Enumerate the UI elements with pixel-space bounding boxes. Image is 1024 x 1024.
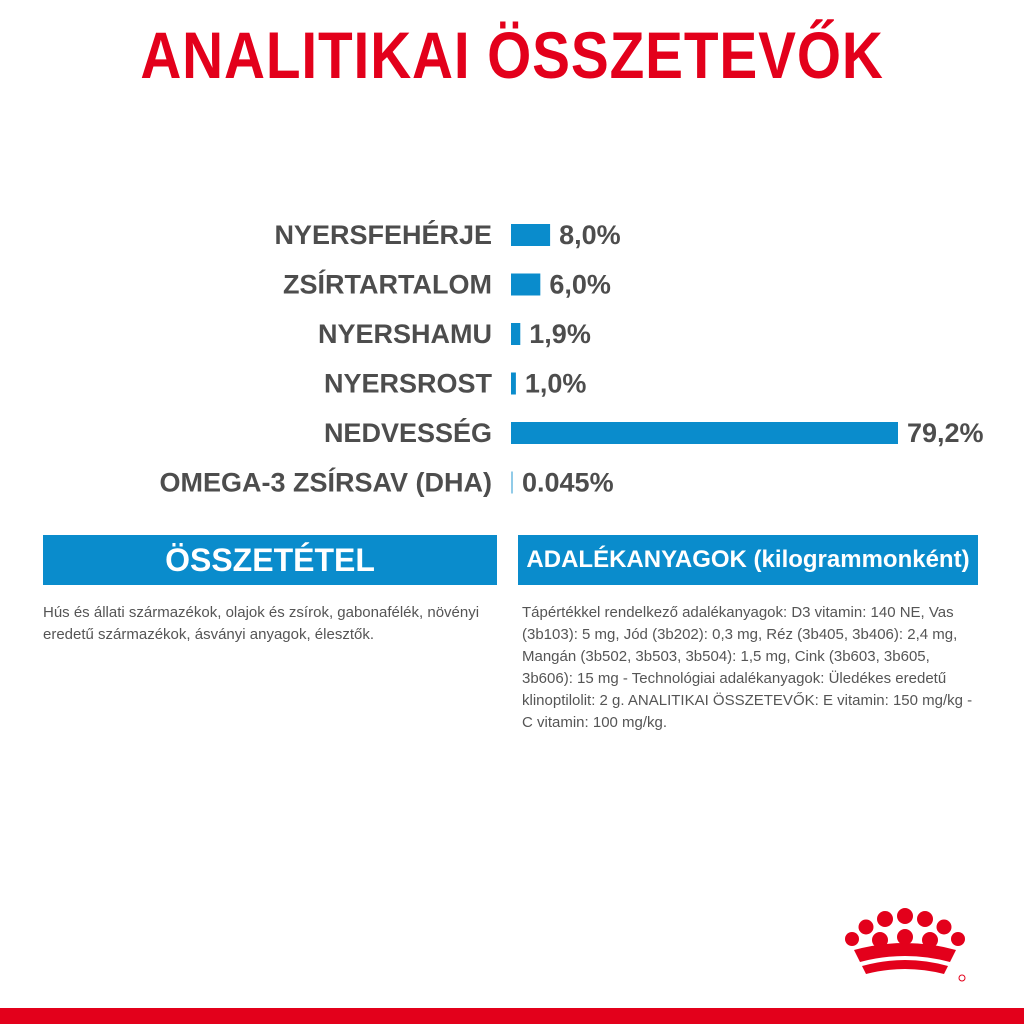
category-label: NYERSFEHÉRJE (274, 220, 492, 250)
composition-text: Hús és állati származékok, olajok és zsírok, gabonafélék, növényi eredetű származékok, ásványi anyagok, élesztők. (43, 604, 480, 643)
composition-header (43, 535, 497, 585)
bar (511, 274, 540, 296)
additives-header (518, 535, 978, 585)
bar (511, 472, 513, 494)
crown-logo-icon (840, 906, 970, 986)
value-label: 0.045% (522, 467, 614, 498)
category-label: NYERSROST (323, 368, 492, 399)
bar (511, 224, 550, 246)
composition-header-label: ÖSSZETÉTEL (165, 541, 375, 578)
bottom-brand-stripe (0, 1008, 1024, 1024)
nutrient-bar-chart (0, 200, 1024, 520)
bar (511, 422, 898, 444)
additives-header-label: ADALÉKANYAGOK (kilogrammonként) (526, 546, 970, 573)
additives-text: Tápértékkel rendelkező adalékanyagok: D3 vitamin: 140 NE, Vas (3b103): 5 mg, Jód (3b202): 0,3 mg, Réz (3b405, 3b406): 2,4 mg, Mangán (3b502, 3b503, 3b504): 1,5 mg, Cink (3b603, 3b605, 3b606): 15 mg - Technológiai adalékanyagok: Üledékes eredetű klinoptilolit: 2 g. ANALITIKAI ÖSSZETEVŐK: E vitamin: 150 mg/kg - C vitamin: 100 mg/kg. (522, 604, 973, 731)
page-title: ANALITIKAI ÖSSZETEVŐK (140, 18, 884, 92)
value-label: 1,0% (524, 368, 587, 399)
category-label: OMEGA-3 ZSÍRSAV (DHA) (159, 467, 492, 498)
value-label: 1,9% (529, 319, 591, 349)
category-label: ZSÍRTARTALOM (283, 269, 492, 300)
value-label: 6,0% (549, 269, 611, 300)
bar (511, 373, 516, 395)
value-label: 8,0% (559, 220, 621, 250)
category-label: NEDVESSÉG (323, 418, 492, 448)
category-label: NYERSHAMU (317, 319, 492, 349)
bar (511, 323, 520, 345)
value-label: 79,2% (907, 418, 984, 448)
